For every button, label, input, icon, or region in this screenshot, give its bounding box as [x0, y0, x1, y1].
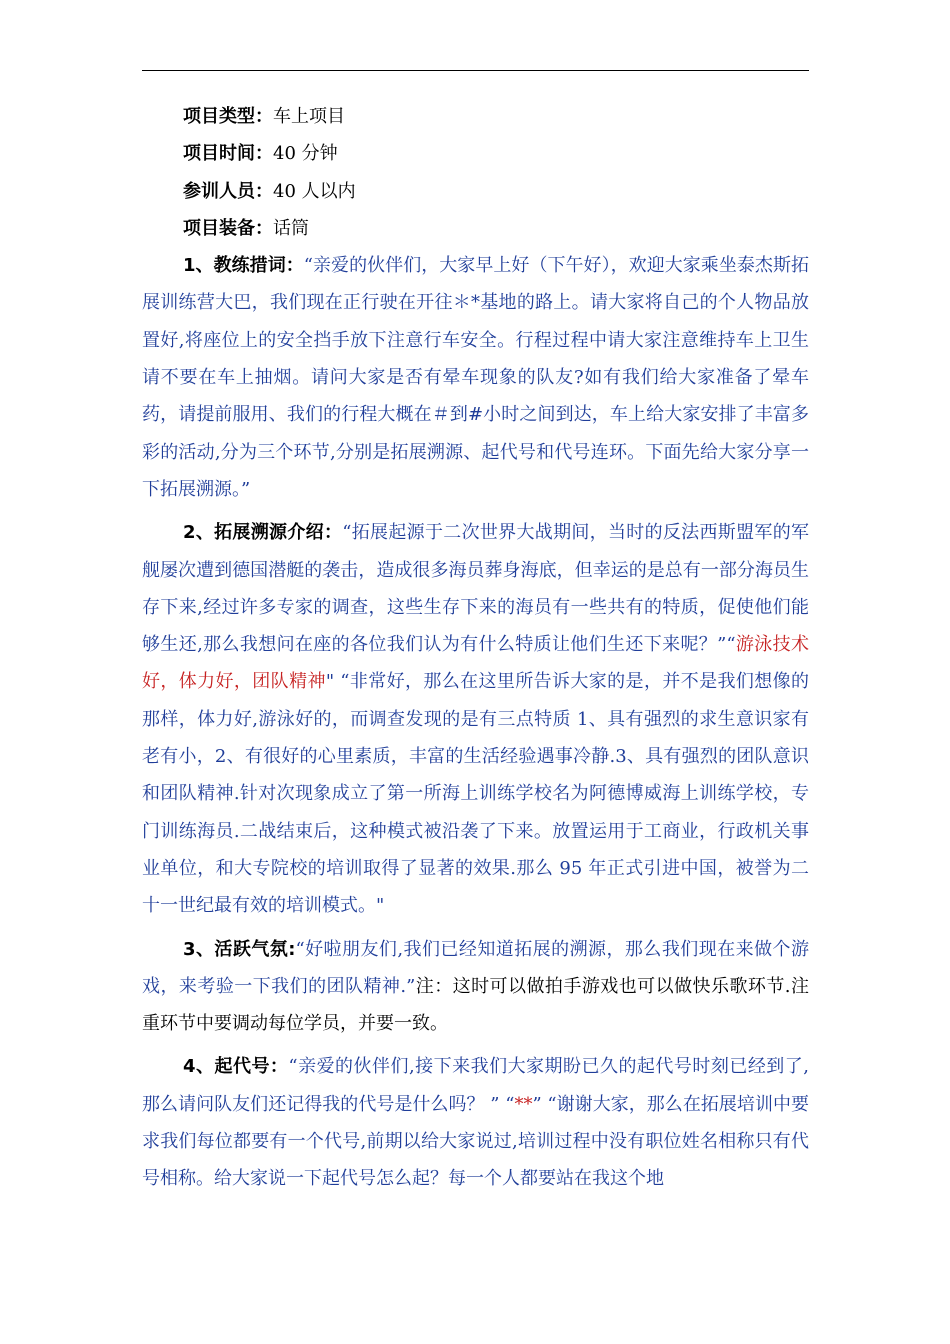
section-heading: 4、起代号：	[183, 1056, 289, 1078]
section-heading: 2、拓展溯源介绍：	[183, 522, 343, 544]
section-heading: 1、教练措词：	[183, 255, 304, 277]
answer-highlight: **	[514, 1093, 533, 1115]
section-heading: 3、活跃气氛:	[183, 938, 296, 960]
answer-highlight: 游泳技术好，体力好，团队精神	[142, 634, 810, 693]
meta-project-type: 项目类型：车上项目	[183, 106, 345, 127]
section-text: “亲爱的伙伴们,接下来我们大家期盼已久的起代号时刻已经到了,那么请问队友们还记得我的代号是什么吗？ ” “	[142, 1056, 809, 1115]
section-text: “亲爱的伙伴们，大家早上好（下午好），欢迎大家乘坐泰杰斯拓展训练营大巴，我们现在正行驶在开往＊*基地的路上。请大家将自己的个人物品放置好,将座位上的安全挡手放下注意行车安全。行程过程中请大家注意维持车上卫生请不要在车上抽烟。请问大家是否有晕车现象的队友?如有我们给大家准备了晕车药，请提前服用、我们的行程大概在＃到#小时之间到达，车上给大家安排了丰富多彩的活动,分为三个环节,分别是拓展溯源、起代号和代号连环。下面先给大家分享一下拓展溯源。”	[142, 255, 809, 500]
document-body	[142, 98, 809, 1198]
section-origin-intro	[142, 514, 809, 924]
section-text: “拓展起源于二次世界大战期间，当时的反法西斯盟军的军舰屡次遭到德国潜艇的袭击，造成很多海员葬身海底，但幸运的是总有一部分海员生存下来,经过许多专家的调查，这些生存下来的海员有一些共有的特质，促使他们能够生还,那么我想问在座的各位我们认为有什么特质让他们生还下来呢？”“	[142, 522, 809, 656]
meta-project-time: 项目时间：40 分钟	[183, 143, 338, 165]
section-text: ” “谢谢大家，那么在拓展培训中要求我们每位都要有一个代号,前期以给大家说过,培训过程中没有职位姓名相称只有代号相称。给大家说一下起代号怎么起？每一个人都要站在我这个地	[142, 1093, 810, 1190]
meta-participants: 参训人员：40 人以内	[183, 180, 356, 202]
section-text: “好啦朋友们,我们已经知道拓展的溯源，那么我们现在来做个游戏，来考验一下我们的团队精神.”	[142, 938, 809, 997]
header-rule	[142, 70, 809, 71]
section-warm-up	[142, 931, 809, 1043]
section-code-name	[142, 1048, 809, 1197]
meta-equipment: 项目装备：话筒	[183, 217, 309, 239]
section-text: " “非常好，那么在这里所告诉大家的是，并不是我们想像的那样，体力好,游泳好的，而调查发现的是有三点特质 1、具有强烈的求生意识家有老有小，2、有很好的心里素质，丰富的生活经验遇事冷静.3、具有强烈的团队意识和团队精神.针对次现象成立了第一所海上训练学校名为阿德博威海上训练学校，专门训练海员.二战结束后，这种模式被沿袭了下来。放置运用于工商业，行政机关事业单位，和大专院校的培训取得了显著的效果.那么 95 年正式引进中国，被誉为二十一世纪最有效的培训模式。"	[142, 671, 810, 917]
section-note: 注：这时可以做拍手游戏也可以做快乐歌环节.注重环节中要调动每位学员，并要一致。	[142, 975, 809, 1035]
section-coach-script	[142, 247, 809, 508]
